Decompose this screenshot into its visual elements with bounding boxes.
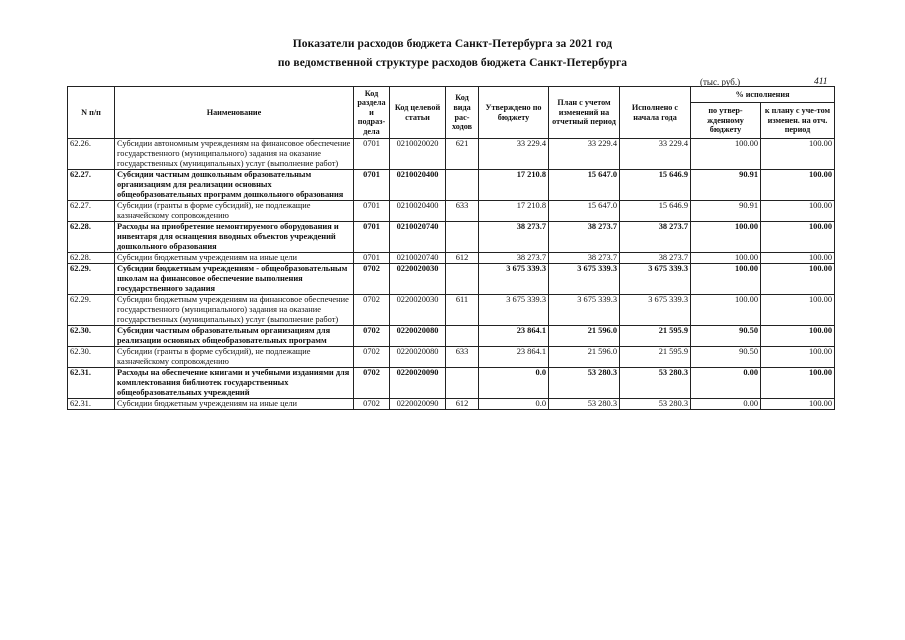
- cell-pct-plan: 100.00: [761, 139, 835, 170]
- cell-executed: 3 675 339.3: [620, 295, 691, 326]
- cell-pct-approved: 100.00: [691, 253, 761, 264]
- table-row: [68, 139, 835, 170]
- cell-pct-plan: 100.00: [761, 264, 835, 295]
- cell-pct-approved: 100.00: [691, 295, 761, 326]
- col-header-approved: Утверждено по бюджету: [479, 87, 549, 139]
- cell-target-code: 0220020090: [390, 368, 446, 399]
- cell-num: 62.30.: [68, 326, 115, 347]
- cell-expense-type: 633: [446, 201, 479, 222]
- col-header-target: Код целевой статьи: [390, 87, 446, 139]
- cell-pct-plan: 100.00: [761, 222, 835, 253]
- unit-label: (тыс. руб.): [700, 77, 741, 87]
- col-header-executed: Исполнено с начала года: [620, 87, 691, 139]
- expenditure-table: [67, 86, 835, 410]
- cell-num: 62.29.: [68, 295, 115, 326]
- cell-section-code: 0702: [354, 264, 390, 295]
- cell-target-code: 0220020080: [390, 347, 446, 368]
- cell-approved: 0.0: [479, 368, 549, 399]
- cell-section-code: 0701: [354, 139, 390, 170]
- cell-executed: 33 229.4: [620, 139, 691, 170]
- document-title-line1: Показатели расходов бюджета Санкт-Петербурга за 2021 год: [292, 38, 613, 50]
- cell-plan: 15 647.0: [549, 201, 620, 222]
- cell-target-code: 0210020020: [390, 139, 446, 170]
- cell-approved: 38 273.7: [479, 222, 549, 253]
- cell-target-code: 0210020400: [390, 201, 446, 222]
- cell-executed: 38 273.7: [620, 222, 691, 253]
- cell-expense-type: 611: [446, 295, 479, 326]
- cell-pct-plan: 100.00: [761, 326, 835, 347]
- cell-section-code: 0702: [354, 347, 390, 368]
- cell-plan: 38 273.7: [549, 253, 620, 264]
- cell-expense-type: [446, 222, 479, 253]
- cell-name: Субсидии бюджетным учреждениям на иные цели: [115, 399, 354, 410]
- cell-name: Расходы на обеспечение книгами и учебными изданиями для комплектования библиотек государственных общеобразовательных учреждений: [115, 368, 354, 399]
- table-row: [68, 222, 835, 253]
- cell-plan: 3 675 339.3: [549, 295, 620, 326]
- cell-num: 62.31.: [68, 368, 115, 399]
- cell-name: Субсидии частным образовательным организациям для реализации основных общеобразовательных программ: [115, 326, 354, 347]
- col-header-name: Наименование: [115, 87, 354, 139]
- cell-target-code: 0210020740: [390, 253, 446, 264]
- cell-approved: 0.0: [479, 399, 549, 410]
- cell-plan: 33 229.4: [549, 139, 620, 170]
- cell-pct-plan: 100.00: [761, 399, 835, 410]
- cell-expense-type: [446, 368, 479, 399]
- table-row: [68, 368, 835, 399]
- cell-target-code: 0210020400: [390, 170, 446, 201]
- col-header-section: Код раздела и подраз-дела: [354, 87, 390, 139]
- cell-plan: 53 280.3: [549, 368, 620, 399]
- cell-approved: 17 210.8: [479, 201, 549, 222]
- cell-section-code: 0702: [354, 295, 390, 326]
- cell-plan: 3 675 339.3: [549, 264, 620, 295]
- cell-approved: 3 675 339.3: [479, 264, 549, 295]
- cell-approved: 33 229.4: [479, 139, 549, 170]
- col-header-type: Код вида рас-ходов: [446, 87, 479, 139]
- col-header-pct-group: % исполнения: [691, 87, 835, 103]
- cell-name: Расходы на приобретение немонтируемого оборудования и инвентаря для оснащения вводных объектов учреждений дошкольного образования: [115, 222, 354, 253]
- col-header-pct-approved: по утвер-жденному бюджету: [691, 103, 761, 139]
- cell-approved: 38 273.7: [479, 253, 549, 264]
- cell-pct-plan: 100.00: [761, 295, 835, 326]
- cell-pct-plan: 100.00: [761, 347, 835, 368]
- cell-target-code: 0220020030: [390, 264, 446, 295]
- col-header-pct-plan: к плану с уче-том изменен. на отч. период: [761, 103, 835, 139]
- cell-executed: 53 280.3: [620, 368, 691, 399]
- document-title-line2: по ведомственной структуре расходов бюджета Санкт-Петербурга: [277, 57, 628, 69]
- cell-plan: 15 647.0: [549, 170, 620, 201]
- cell-plan: 21 596.0: [549, 326, 620, 347]
- cell-pct-plan: 100.00: [761, 253, 835, 264]
- cell-executed: 3 675 339.3: [620, 264, 691, 295]
- cell-expense-type: 621: [446, 139, 479, 170]
- page-number: 411: [814, 77, 828, 87]
- cell-section-code: 0702: [354, 368, 390, 399]
- cell-executed: 15 646.9: [620, 201, 691, 222]
- cell-target-code: 0220020090: [390, 399, 446, 410]
- cell-pct-plan: 100.00: [761, 201, 835, 222]
- cell-expense-type: [446, 170, 479, 201]
- col-header-num: N п/п: [68, 87, 115, 139]
- cell-name: Субсидии бюджетным учреждениям - общеобразовательным школам на финансовое обеспечение выполнения государственного задания: [115, 264, 354, 295]
- cell-num: 62.29.: [68, 264, 115, 295]
- cell-section-code: 0701: [354, 170, 390, 201]
- cell-expense-type: 633: [446, 347, 479, 368]
- cell-expense-type: 612: [446, 253, 479, 264]
- cell-name: Субсидии бюджетным учреждениям на иные цели: [115, 253, 354, 264]
- cell-executed: 38 273.7: [620, 253, 691, 264]
- cell-section-code: 0701: [354, 201, 390, 222]
- cell-num: 62.27.: [68, 201, 115, 222]
- cell-pct-approved: 90.91: [691, 201, 761, 222]
- cell-pct-plan: 100.00: [761, 170, 835, 201]
- cell-plan: 53 280.3: [549, 399, 620, 410]
- cell-executed: 21 595.9: [620, 347, 691, 368]
- cell-target-code: 0220020080: [390, 326, 446, 347]
- cell-pct-plan: 100.00: [761, 368, 835, 399]
- cell-pct-approved: 0.00: [691, 368, 761, 399]
- cell-plan: 38 273.7: [549, 222, 620, 253]
- cell-num: 62.27.: [68, 170, 115, 201]
- cell-name: Субсидии (гранты в форме субсидий), не подлежащие казначейскому сопровождению: [115, 201, 354, 222]
- cell-section-code: 0702: [354, 326, 390, 347]
- table-row: [68, 295, 835, 326]
- cell-num: 62.26.: [68, 139, 115, 170]
- cell-section-code: 0702: [354, 399, 390, 410]
- table-row: [68, 347, 835, 368]
- table-row: [68, 253, 835, 264]
- cell-num: 62.30.: [68, 347, 115, 368]
- cell-pct-approved: 0.00: [691, 399, 761, 410]
- cell-name: Субсидии частным дошкольным образовательным организациям для реализации основных общеобразовательных программ дошкольного образования: [115, 170, 354, 201]
- cell-executed: 15 646.9: [620, 170, 691, 201]
- cell-expense-type: 612: [446, 399, 479, 410]
- cell-pct-approved: 90.50: [691, 347, 761, 368]
- cell-approved: 23 864.1: [479, 347, 549, 368]
- cell-executed: 21 595.9: [620, 326, 691, 347]
- cell-pct-approved: 100.00: [691, 264, 761, 295]
- table-row: [68, 201, 835, 222]
- cell-section-code: 0701: [354, 222, 390, 253]
- cell-pct-approved: 100.00: [691, 222, 761, 253]
- cell-num: 62.28.: [68, 253, 115, 264]
- cell-name: Субсидии автономным учреждениям на финансовое обеспечение государственного (муниципального) задания на оказание государственных (муниципальных) услуг (выполнение работ): [115, 139, 354, 170]
- cell-num: 62.28.: [68, 222, 115, 253]
- cell-pct-approved: 90.91: [691, 170, 761, 201]
- cell-name: Субсидии бюджетным учреждениям на финансовое обеспечение государственного (муниципального) задания на оказание государственных (муниципальных) услуг (выполнение работ): [115, 295, 354, 326]
- cell-approved: 3 675 339.3: [479, 295, 549, 326]
- cell-target-code: 0220020030: [390, 295, 446, 326]
- table-row: [68, 264, 835, 295]
- table-row: [68, 326, 835, 347]
- cell-name: Субсидии (гранты в форме субсидий), не подлежащие казначейскому сопровождению: [115, 347, 354, 368]
- cell-pct-approved: 90.50: [691, 326, 761, 347]
- col-header-plan: План с учетом изменений на отчетный период: [549, 87, 620, 139]
- cell-expense-type: [446, 264, 479, 295]
- table-row: [68, 399, 835, 410]
- cell-target-code: 0210020740: [390, 222, 446, 253]
- cell-num: 62.31.: [68, 399, 115, 410]
- cell-section-code: 0701: [354, 253, 390, 264]
- cell-plan: 21 596.0: [549, 347, 620, 368]
- cell-pct-approved: 100.00: [691, 139, 761, 170]
- cell-approved: 17 210.8: [479, 170, 549, 201]
- cell-expense-type: [446, 326, 479, 347]
- cell-approved: 23 864.1: [479, 326, 549, 347]
- table-row: [68, 170, 835, 201]
- cell-executed: 53 280.3: [620, 399, 691, 410]
